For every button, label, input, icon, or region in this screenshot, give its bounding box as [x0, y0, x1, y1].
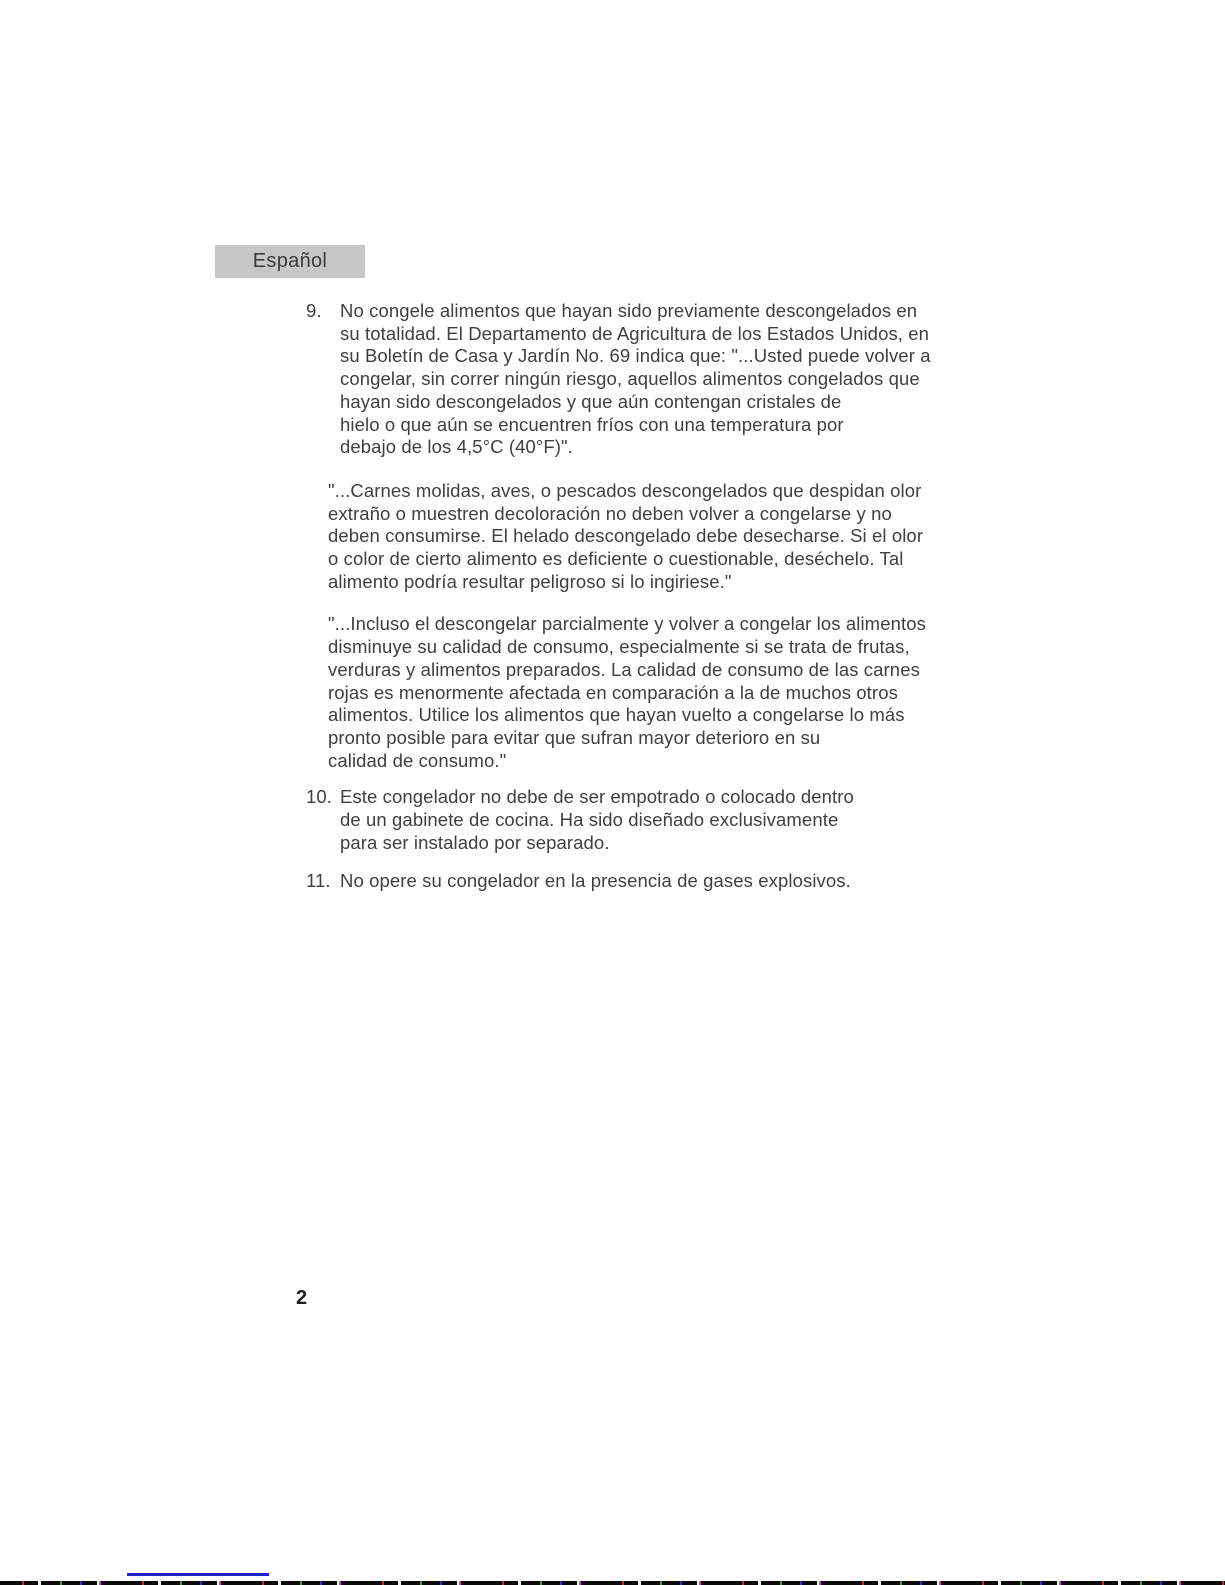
- text-line: disminuye su calidad de consumo, especialmente si se trata de frutas,: [328, 636, 910, 658]
- item-text: [340, 786, 854, 854]
- item-text: [328, 613, 965, 772]
- text-line: Este congelador no debe de ser empotrado o colocado dentro: [340, 786, 854, 808]
- instructions-text-block: [300, 300, 965, 893]
- language-tab-label: Español: [252, 250, 328, 272]
- text-line: para ser instalado por separado.: [340, 831, 610, 853]
- item-text: [340, 300, 931, 459]
- text-line: calidad de consumo.": [328, 749, 507, 771]
- item-text: [340, 870, 851, 893]
- text-line: rojas es menormente afectada en comparación a la de muchos otros: [328, 681, 898, 703]
- numbered-item: [300, 870, 965, 893]
- text-line: verduras y alimentos preparados. La calidad de consumo de las carnes: [328, 658, 920, 680]
- text-line: "...Carnes molidas, aves, o pescados descongelados que despidan olor: [328, 479, 922, 501]
- item-number: 10.: [306, 786, 333, 808]
- footer-blue-line-artifact: [127, 1573, 269, 1576]
- text-line: su Boletín de Casa y Jardín No. 69 indica que: "...Usted puede volver a: [340, 345, 931, 367]
- item-number: 9.: [306, 300, 322, 321]
- text-line: de un gabinete de cocina. Ha sido diseñado exclusivamente: [340, 809, 839, 831]
- text-line: o color de cierto alimento es deficiente o cuestionable, deséchelo. Tal: [328, 548, 904, 570]
- text-line: deben consumirse. El helado descongelado debe desecharse. Si el olor: [328, 525, 924, 547]
- quote-paragraph: [300, 613, 965, 772]
- language-tab: [215, 245, 365, 278]
- item-text: [328, 480, 965, 594]
- bottom-dashed-scan-line-artifact: [0, 1581, 1225, 1585]
- text-line: alimento podría resultar peligroso si lo ingiriese.": [328, 570, 732, 592]
- text-line: extraño o muestren decoloración no deben volver a congelarse y no: [328, 502, 892, 524]
- quote-paragraph: [300, 480, 965, 594]
- page-number: 2: [296, 1287, 308, 1309]
- text-line: su totalidad. El Departamento de Agricultura de los Estados Unidos, en: [340, 322, 930, 344]
- text-line: debajo de los 4,5°C (40°F)".: [340, 436, 573, 458]
- text-line: hielo o que aún se encuentren fríos con una temperatura por: [340, 413, 844, 435]
- text-line: hayan sido descongelados y que aún contengan cristales de: [340, 390, 842, 412]
- text-line: congelar, sin correr ningún riesgo, aquellos alimentos congelados que: [340, 368, 920, 390]
- text-line: pronto posible para evitar que sufran mayor deterioro en su: [328, 726, 821, 748]
- text-line: No congele alimentos que hayan sido previamente descongelados en: [340, 300, 918, 321]
- numbered-item: [300, 300, 965, 459]
- text-line: No opere su congelador en la presencia de gases explosivos.: [340, 870, 851, 892]
- text-line: alimentos. Utilice los alimentos que hayan vuelto a congelarse lo más: [328, 704, 905, 726]
- item-number: 11.: [306, 870, 331, 892]
- numbered-item: [300, 786, 965, 854]
- text-line: "...Incluso el descongelar parcialmente y volver a congelar los alimentos: [328, 613, 926, 635]
